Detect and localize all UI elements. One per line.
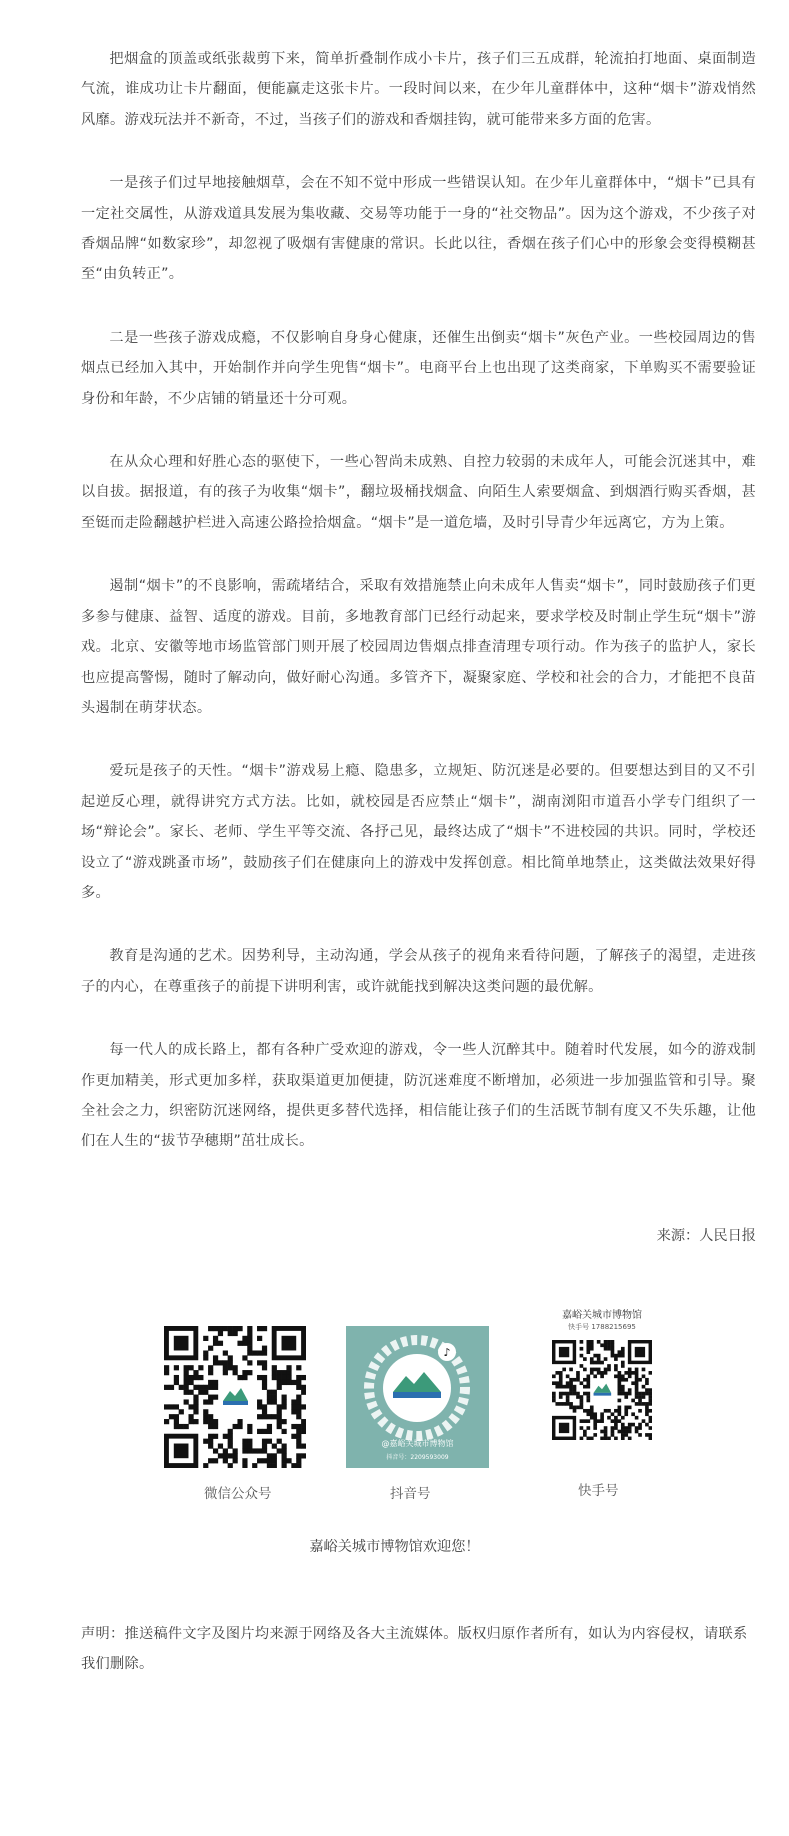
article-paragraph: 爱玩是孩子的天性。“烟卡”游戏易上瘾、隐患多，立规矩、防沉迷是必要的。但要想达到目的又不引起逆反心理，就得讲究方式方法。比如，就校园是否应禁止“烟卡”，湖南浏阳市道吾小学专门组织了一场“辩论会”。家长、老师、学生平等交流、各抒己见，最终达成了“烟卡”不进校园的共识。同时，学校还设立了“游戏跳蚤市场”，鼓励孩子们在健康向上的游戏中发挥创意。相比简单地禁止，这类做法效果好得多。 [81, 763, 756, 901]
qr-code-icon [164, 1326, 306, 1468]
wechat-qr-code [164, 1326, 306, 1468]
disclaimer: 声明：推送稿件文字及图片均来源于网络及各大主流媒体。版权归原作者所有，如认为内容侵权，请联系我们删除。 [81, 1626, 748, 1673]
welcome-message: 嘉峪关城市博物馆欢迎您！ [309, 1539, 480, 1555]
kuaishou-qr-label: 快手号 [578, 1483, 619, 1499]
article-source: 来源：人民日报 [656, 1228, 756, 1244]
article-paragraph: 把烟盒的顶盖或纸张裁剪下来，简单折叠制作成小卡片，孩子们三五成群，轮流拍打地面、桌面制造气流，谁成功让卡片翻面，便能赢走这张卡片。一段时间以来，在少年儿童群体中，这种“烟卡”游戏悄然风靡。游戏玩法并不新奇，不过，当孩子们的游戏和香烟挂钩，就可能带来多方面的危害。 [81, 51, 756, 128]
article-paragraph: 遏制“烟卡”的不良影响，需疏堵结合，采取有效措施禁止向未成年人售卖“烟卡”，同时鼓励孩子们更多参与健康、益智、适度的游戏。目前，多地教育部门已经行动起来，要求学校及时制止学生玩“烟卡”游戏。北京、安徽等地市场监管部门则开展了校园周边售烟点排查清理专项行动。作为孩子的监护人，家长也应提高警惕，随时了解动向，做好耐心沟通。多管齐下，凝聚家庭、学校和社会的合力，才能把不良苗头遏制在萌芽状态。 [81, 578, 756, 716]
article-body [81, 44, 756, 1190]
article-paragraph: 二是一些孩子游戏成瘾，不仅影响自身身心健康，还催生出倒卖“烟卡”灰色产业。一些校园周边的售烟点已经加入其中，开始制作并向学生兜售“烟卡”。电商平台上也出现了这类商家，下单购买不需要验证身份和年龄，不少店铺的销量还十分可观。 [81, 329, 756, 407]
douyin-qr-card [346, 1326, 489, 1468]
kuaishou-card-id: 快手号 1788215695 [568, 1323, 636, 1331]
article-paragraph: 每一代人的成长路上，都有各种广受欢迎的游戏，令一些人沉醉其中。随着时代发展，如今的游戏制作更加精美，形式更加多样，获取渠道更加便捷，防沉迷难度不断增加，必须进一步加强监管和引导。聚全社会之力，织密防沉迷网络，提供更多替代选择，相信能让孩子们的生活既节制有度又不失乐趣，让他们在人生的“拔节孕穗期”茁壮成长。 [81, 1042, 756, 1150]
wechat-qr-label: 微信公众号 [204, 1486, 272, 1502]
article-paragraph: 在从众心理和好胜心态的驱使下，一些心智尚未成熟、自控力较弱的未成年人，可能会沉迷其中，难以自拔。据报道，有的孩子为收集“烟卡”，翻垃圾桶找烟盒、向陌生人索要烟盒、到烟酒行购买香烟，甚至铤而走险翻越护栏进入高速公路捡拾烟盒。“烟卡”是一道危墙，及时引导青少年远离它，方为上策。 [81, 454, 756, 531]
article-paragraph: 教育是沟通的艺术。因势利导，主动沟通，学会从孩子的视角来看待问题，了解孩子的渴望，走进孩子的内心，在尊重孩子的前提下讲明利害，或许就能找到解决这类问题的最优解。 [81, 948, 756, 995]
kuaishou-qr-code [552, 1340, 652, 1440]
douyin-qr-label: 抖音号 [390, 1486, 431, 1502]
kuaishou-card-title: 嘉峪关城市博物馆 [562, 1310, 642, 1321]
douyin-card-id: 抖音号：2209593009 [386, 1454, 449, 1461]
douyin-card-title: @嘉峪关城市博物馆 [381, 1439, 454, 1448]
qr-code-icon [552, 1340, 652, 1440]
article-paragraph: 一是孩子们过早地接触烟草，会在不知不觉中形成一些错误认知。在少年儿童群体中，“烟卡”已具有一定社交属性，从游戏道具发展为集收藏、交易等功能于一身的“社交物品”。因为这个游戏，不少孩子对香烟品牌“如数家珍”，却忽视了吸烟有害健康的常识。长此以往，香烟在孩子们心中的形象会变得模糊甚至“由负转正”。 [81, 175, 756, 283]
svg-text:♪: ♪ [443, 1346, 451, 1359]
